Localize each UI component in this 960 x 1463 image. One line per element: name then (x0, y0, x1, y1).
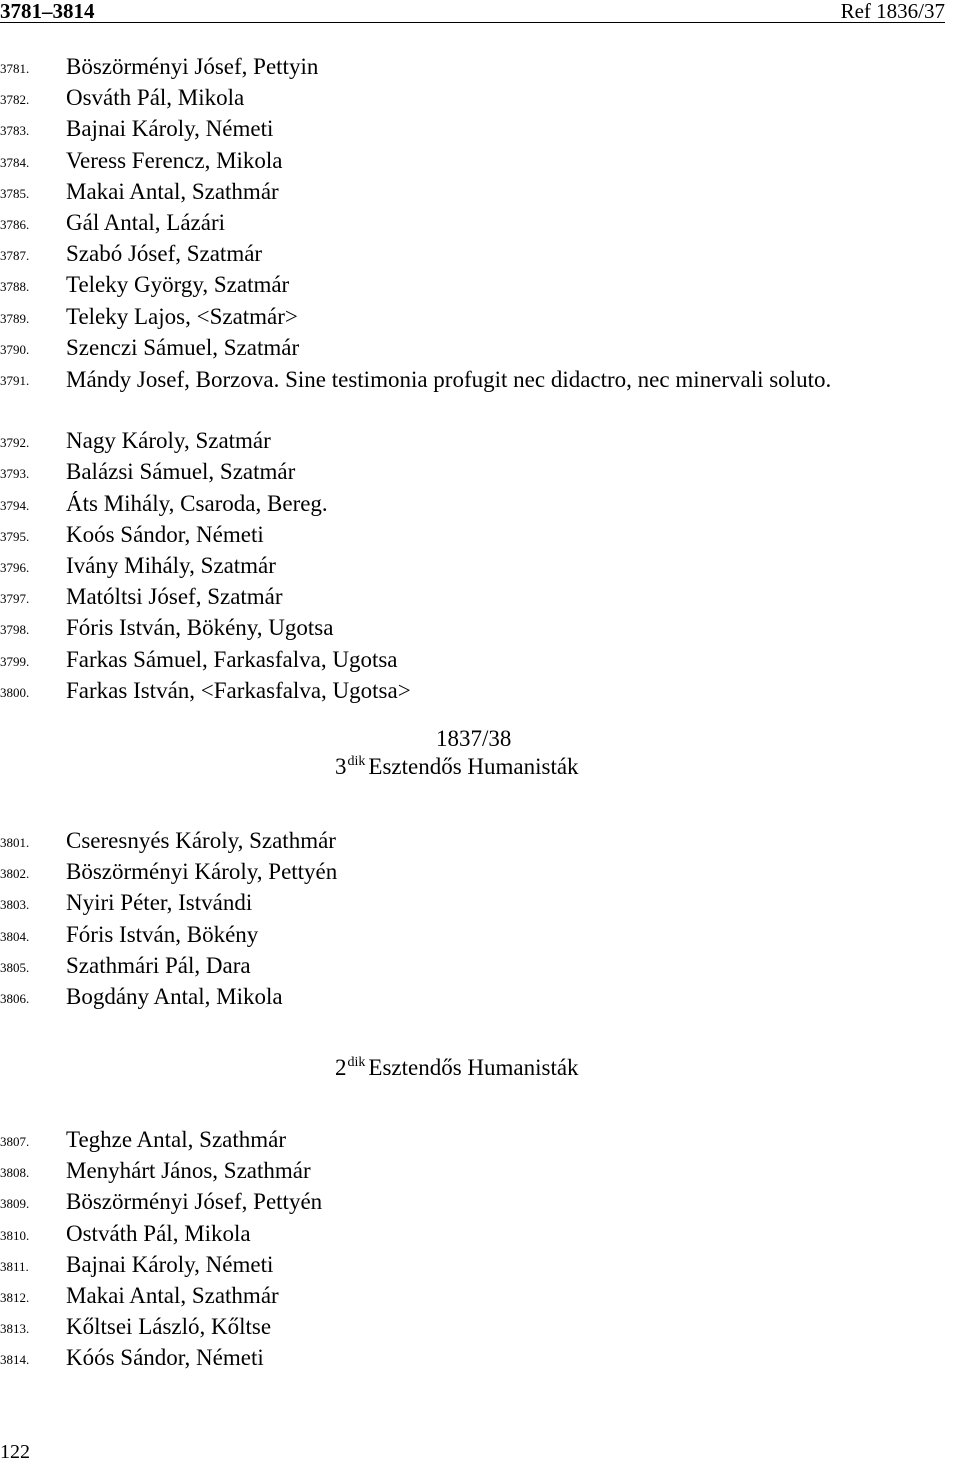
entry-text: Szathmári Pál, Dara (66, 952, 251, 978)
section-heading-label: Esztendős Humanisták (368, 754, 579, 779)
list-item (0, 582, 960, 613)
entry-text: Veress Ferencz, Mikola (66, 147, 283, 173)
list-item (0, 920, 960, 951)
entry-text: Farkas Sámuel, Farkasfalva, Ugotsa (66, 646, 398, 672)
list-item (0, 520, 960, 551)
list-item (0, 551, 960, 582)
list-item (0, 888, 960, 919)
entry-number: 3804. (0, 928, 30, 944)
entry-number: 3788. (0, 279, 30, 295)
list-item (0, 613, 960, 644)
list-item (0, 114, 960, 145)
list-item (0, 146, 960, 177)
entry-text: Szabó Jósef, Szatmár (66, 241, 263, 267)
entry-text: Ostváth Pál, Mikola (66, 1220, 251, 1246)
entry-number: 3793. (0, 466, 30, 482)
list-item (0, 951, 960, 982)
list-item (0, 83, 960, 114)
entry-text: Teleky Lajos, <Szatmár> (66, 303, 298, 329)
list-item (0, 1187, 960, 1218)
entry-number: 3809. (0, 1196, 30, 1212)
entry-list-1836 (0, 52, 960, 707)
list-item (0, 676, 960, 707)
list-item (0, 52, 960, 83)
entry-text: Böszörményi Jósef, Pettyin (66, 54, 319, 79)
list-item (0, 857, 960, 888)
section-year: 1837/38 (436, 726, 512, 751)
page-header (0, 0, 945, 23)
entry-text: Mándy Josef, Borzova. Sine testimonia profugit nec didactro, nec minervali soluto. (66, 366, 832, 392)
entry-text: Balázsi Sámuel, Szatmár (66, 459, 296, 485)
list-item (0, 1312, 960, 1343)
list-item (0, 489, 960, 520)
entry-text: Szenczi Sámuel, Szatmár (66, 334, 300, 360)
list-item (0, 645, 960, 676)
entry-text: Matóltsi Jósef, Szatmár (66, 584, 283, 610)
list-item (0, 1250, 960, 1281)
entry-text: Gál Antal, Lázári (66, 209, 226, 235)
list-item (0, 177, 960, 208)
entry-number: 3803. (0, 897, 30, 913)
entry-number: 3781. (0, 61, 30, 76)
section-heading-3 (335, 752, 960, 786)
entry-number: 3794. (0, 497, 30, 513)
entry-text: Kóós Sándor, Németi (66, 1345, 264, 1371)
entry-number: 3786. (0, 216, 30, 232)
entry-text: Nyiri Péter, Istvándi (66, 890, 253, 916)
section-heading-number: 2 (335, 1055, 347, 1080)
reference-label: Ref 1836/37 (840, 0, 945, 23)
entry-number: 3790. (0, 341, 30, 357)
entry-text: Teleky György, Szatmár (66, 272, 290, 298)
entry-number: 3812. (0, 1289, 30, 1305)
entry-text: Makai Antal, Szathmár (66, 1282, 279, 1308)
entry-number: 3806. (0, 990, 30, 1006)
entry-number: 3813. (0, 1321, 30, 1337)
entry-text: Teghze Antal, Szathmár (66, 1127, 287, 1152)
list-item (0, 364, 960, 426)
entry-text: Fóris István, Bökény (66, 921, 259, 947)
entry-number: 3782. (0, 92, 30, 108)
entry-number: 3808. (0, 1165, 30, 1181)
entry-number: 3807. (0, 1134, 30, 1149)
list-item (0, 826, 960, 857)
list-item (0, 426, 960, 457)
entry-text: Makai Antal, Szathmár (66, 178, 279, 204)
section-heading-superscript: dik (347, 1055, 366, 1070)
entry-number: 3798. (0, 622, 30, 638)
list-item (0, 1281, 960, 1312)
entry-text: Böszörményi Jósef, Pettyén (66, 1189, 323, 1215)
list-item (0, 1156, 960, 1187)
list-item (0, 1125, 960, 1156)
entry-text: Bajnai Károly, Németi (66, 1251, 274, 1277)
entry-number: 3785. (0, 185, 30, 201)
entry-number: 3805. (0, 959, 30, 975)
entry-text: Nagy Károly, Szatmár (66, 428, 271, 454)
list-item (0, 1219, 960, 1250)
entry-number: 3787. (0, 248, 30, 264)
entry-number: 3791. (0, 372, 30, 388)
page-number: 122 (0, 1441, 30, 1463)
entry-number: 3811. (0, 1258, 29, 1274)
entry-text: Menyhárt János, Szathmár (66, 1158, 311, 1184)
list-item (0, 208, 960, 239)
entry-range: 3781–3814 (0, 0, 95, 23)
entry-text: Cseresnyés Károly, Szathmár (66, 828, 336, 853)
entry-number: 3789. (0, 310, 30, 326)
entry-number: 3797. (0, 591, 30, 607)
list-item (0, 457, 960, 488)
entry-number: 3800. (0, 684, 30, 700)
entry-text: Koós Sándor, Németi (66, 521, 264, 547)
entry-text: Áts Mihály, Csaroda, Bereg. (66, 490, 328, 516)
entry-number: 3814. (0, 1352, 30, 1368)
entry-number: 3799. (0, 653, 30, 669)
entry-text: Ivány Mihály, Szatmár (66, 553, 276, 579)
entry-text: Farkas István, <Farkasfalva, Ugotsa> (66, 677, 411, 703)
entry-number: 3795. (0, 528, 30, 544)
section-heading-number: 3 (335, 754, 347, 779)
entry-text: Osváth Pál, Mikola (66, 85, 245, 111)
entry-list-3rd-year (0, 826, 960, 1013)
list-item (0, 982, 960, 1013)
entry-number: 3810. (0, 1227, 30, 1243)
entry-list-2nd-year (0, 1125, 960, 1375)
entry-number: 3783. (0, 123, 30, 139)
list-item (0, 1343, 960, 1374)
entry-number: 3802. (0, 866, 30, 882)
section-heading-2 (335, 1053, 960, 1087)
list-item (0, 270, 960, 301)
entry-text: Bogdány Antal, Mikola (66, 983, 283, 1009)
section-heading-label: Esztendős Humanisták (368, 1055, 579, 1080)
entry-number: 3792. (0, 435, 30, 451)
entry-text: Böszörményi Károly, Pettyén (66, 859, 338, 885)
list-item (0, 302, 960, 333)
entry-number: 3801. (0, 835, 30, 850)
entry-number: 3784. (0, 154, 30, 170)
list-item (0, 333, 960, 364)
list-item (0, 239, 960, 270)
entry-text: Fóris István, Bökény, Ugotsa (66, 615, 334, 641)
entry-number: 3796. (0, 560, 30, 576)
entry-text: Bajnai Károly, Németi (66, 116, 274, 142)
section-heading-superscript: dik (347, 754, 366, 769)
entry-text: Kőltsei László, Kőltse (66, 1314, 272, 1340)
